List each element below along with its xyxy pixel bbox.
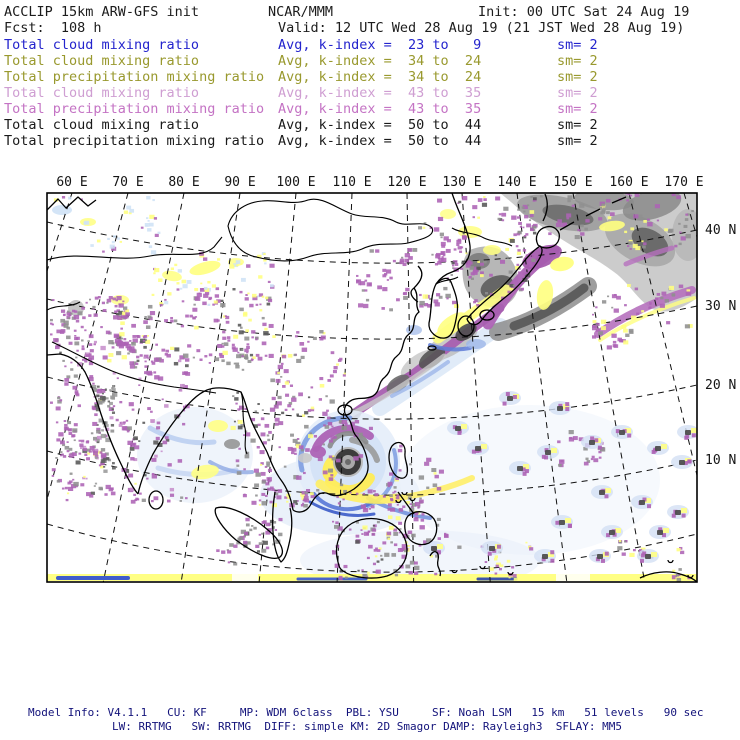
legend-kindex: Avg, k-index = 43 to 35 — [278, 101, 482, 117]
forecast-hour: Fcst: 108 h — [4, 20, 102, 36]
latitude-label: 40 N — [705, 223, 737, 238]
longitude-label: 80 E — [168, 175, 200, 190]
legend-field-label: Total cloud mixing ratio — [4, 37, 200, 53]
legend-kindex: Avg, k-index = 50 to 44 — [278, 117, 482, 133]
model-title: ACCLIP 15km ARW-GFS init — [4, 4, 200, 20]
longitude-label: 70 E — [112, 175, 144, 190]
legend-field-label: Total cloud mixing ratio — [4, 117, 200, 133]
longitude-label: 90 E — [224, 175, 256, 190]
latitude-label: 20 N — [705, 378, 737, 393]
legend-kindex: Avg, k-index = 34 to 24 — [278, 69, 482, 85]
model-info-line2: LW: RRTMG SW: RRTMG DIFF: simple KM: 2D Smagor DAMP: Rayleigh3 SFLAY: MM5 — [112, 720, 622, 733]
org-name: NCAR/MMM — [268, 4, 334, 20]
longitude-label: 120 E — [387, 175, 427, 190]
legend-smooth: sm= 2 — [557, 133, 598, 149]
valid-time: Valid: 12 UTC Wed 28 Aug 19 (21 JST Wed 28 Aug 19) — [278, 20, 685, 36]
legend-smooth: sm= 2 — [557, 101, 598, 117]
legend-field-label: Total precipitation mixing ratio — [4, 101, 265, 117]
latitude-label: 10 N — [705, 453, 737, 468]
map-layers — [0, 184, 740, 590]
legend-smooth: sm= 2 — [557, 117, 598, 133]
legend-smooth: sm= 2 — [557, 85, 598, 101]
legend-kindex: Avg, k-index = 34 to 24 — [278, 53, 482, 69]
legend-field-label: Total precipitation mixing ratio — [4, 133, 265, 149]
legend-smooth: sm= 2 — [557, 53, 598, 69]
latitude-label: 30 N — [705, 299, 737, 314]
longitude-label: 130 E — [442, 175, 482, 190]
longitude-label: 140 E — [497, 175, 537, 190]
longitude-label: 60 E — [56, 175, 88, 190]
legend-field-label: Total precipitation mixing ratio — [4, 69, 265, 85]
legend-field-label: Total cloud mixing ratio — [4, 53, 200, 69]
model-info-line1: Model Info: V4.1.1 CU: KF MP: WDM 6class PBL: YSU SF: Noah LSM 15 km 51 levels 90 sec — [28, 706, 704, 719]
legend-field-label: Total cloud mixing ratio — [4, 85, 200, 101]
legend-smooth: sm= 2 — [557, 37, 598, 53]
legend-kindex: Avg, k-index = 43 to 35 — [278, 85, 482, 101]
legend-smooth: sm= 2 — [557, 69, 598, 85]
longitude-label: 170 E — [664, 175, 704, 190]
longitude-label: 110 E — [332, 175, 372, 190]
legend-kindex: Avg, k-index = 50 to 44 — [278, 133, 482, 149]
init-time: Init: 00 UTC Sat 24 Aug 19 — [478, 4, 690, 20]
legend-kindex: Avg, k-index = 23 to 9 — [278, 37, 482, 53]
longitude-label: 160 E — [609, 175, 649, 190]
longitude-label: 100 E — [276, 175, 316, 190]
longitude-label: 150 E — [553, 175, 593, 190]
